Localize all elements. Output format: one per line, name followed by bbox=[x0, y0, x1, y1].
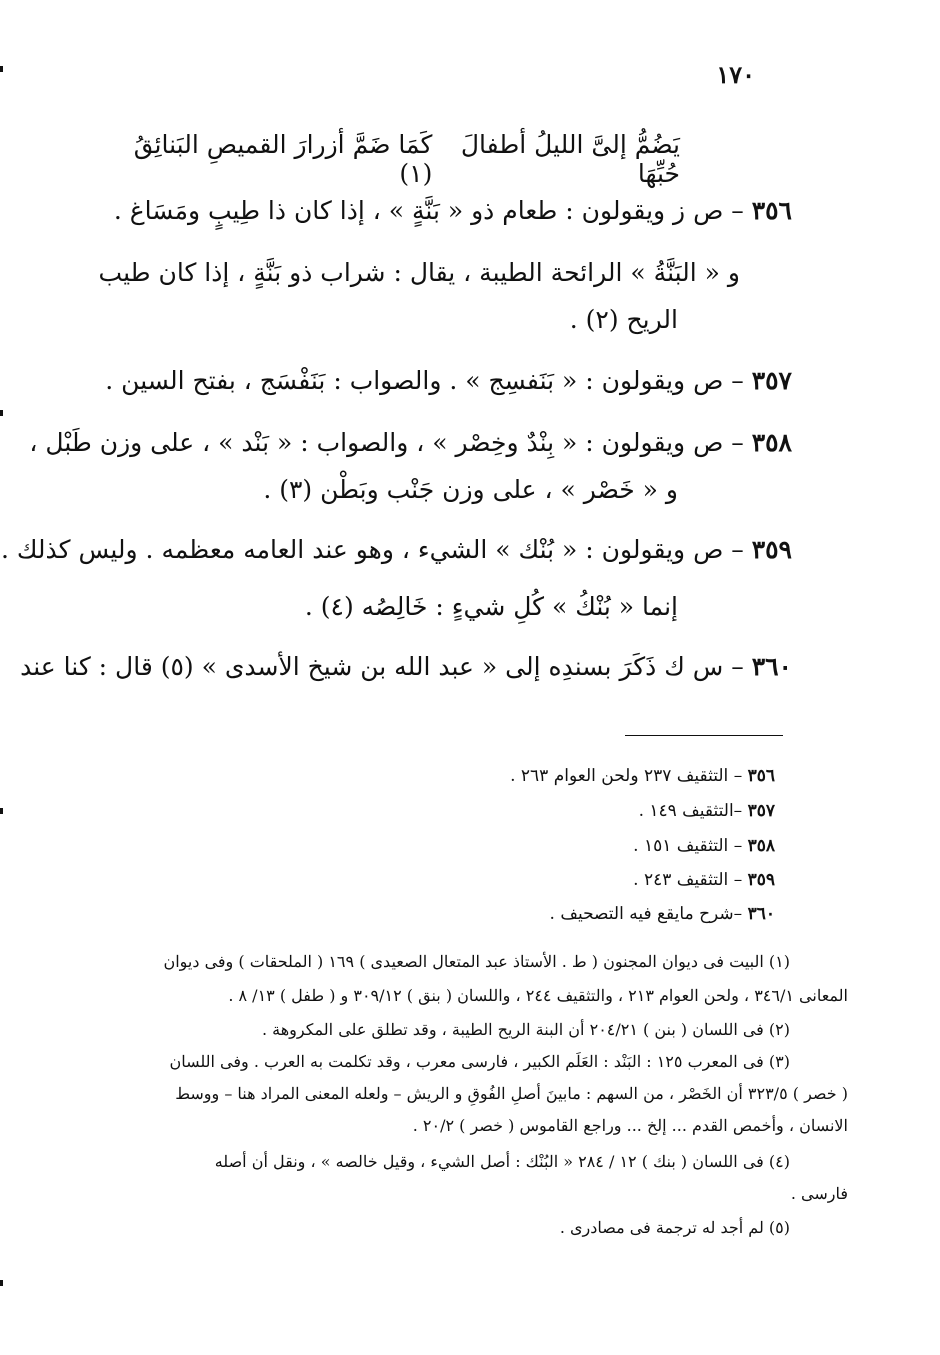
page-number: ١٧٠ bbox=[716, 60, 755, 89]
entry-356-continuation bbox=[92, 305, 678, 334]
entry-number: ٣٦٠ bbox=[751, 652, 792, 681]
source-ref-number: ٣٥٩ bbox=[747, 870, 775, 890]
entry-number: ٣٥٧ bbox=[751, 366, 792, 395]
entry-text: – س ك ذَكَرَ بسندِه إلى « عبد الله بن شيخ الأسدى » (٥) قال : كنا عند bbox=[20, 652, 744, 681]
entry-text: – ص ويقولون : « بَنَفسِج » . والصواب : بَنَفْسَج ، بفتح السين . bbox=[105, 366, 744, 395]
verse-second-hemistich: كَمَا ضَمَّ أزرارَ القميصِ البَنائِقُ (١) bbox=[133, 130, 433, 188]
footnote-3-continuation: الانسان ، وأخمص القدم ... إلخ ... وراجع القاموس ( خصر ) ٢٠/٢ . bbox=[412, 1116, 848, 1135]
source-ref-text: –شرح مايقع فيه التصحيف . bbox=[549, 904, 748, 924]
source-ref bbox=[550, 904, 775, 924]
entry-357-line bbox=[92, 366, 792, 395]
source-ref-text: – التثقيف ٢٣٧ ولحن العوام ٢٦٣ . bbox=[510, 766, 748, 786]
entry-text: و « خَصْر » ، على وزن جَنْب وبَطْن (٣) . bbox=[263, 475, 678, 504]
verse-first-hemistich: يَضُمُّ إلىَّ الليلُ أطفالَ حُبِّهَا bbox=[460, 130, 680, 188]
scan-margin-mark bbox=[0, 1280, 3, 1286]
source-ref bbox=[510, 766, 775, 786]
source-ref-text: – التثقيف ٢٤٣ . bbox=[633, 870, 748, 890]
source-ref bbox=[639, 801, 775, 821]
footnote-4-continuation: فارسى . bbox=[790, 1184, 848, 1203]
entry-356-line bbox=[92, 196, 792, 225]
entry-text: – ص ويقولون : « بِنْدٌ وخِصْر » ، والصواب : « بَنْد » ، على وزن طَبْل ، bbox=[29, 428, 744, 457]
footnote-2: (٢) فى اللسان ( بنن ) ٢٠٤/٢١ أن البنة الريح الطيبة ، وقد تطلق على المكروهة . bbox=[261, 1020, 790, 1039]
entry-360-line bbox=[20, 652, 792, 681]
scan-margin-mark bbox=[0, 410, 3, 416]
source-ref-text: – التثقيف ١٥١ . bbox=[633, 836, 748, 856]
footnote-separator bbox=[625, 735, 783, 736]
source-ref-number: ٣٥٧ bbox=[747, 801, 775, 821]
entry-358-continuation bbox=[92, 475, 678, 504]
footnote-3-continuation: ( خصر ) ٣٢٣/٥ أن الخَصْر ، من السهم : مابينَ أصلِ الفُوقِ و الريش – ولعله المعنى المراد هنا – ووسط bbox=[175, 1084, 848, 1103]
source-ref-number: ٣٦٠ bbox=[747, 904, 775, 924]
source-ref bbox=[633, 870, 775, 890]
poetry-verse bbox=[120, 130, 680, 188]
footnote-1: (١) البيت فى ديوان المجنون ( ط . الأستاذ عبد المتعال الصعيدى ) ١٦٩ ( الملحقات ) وفى ديوان bbox=[163, 952, 790, 971]
entry-359-line bbox=[0, 535, 792, 564]
source-ref-number: ٣٥٦ bbox=[747, 766, 775, 786]
footnote-5: (٥) لم أجد له ترجمة فى مصادرى . bbox=[559, 1218, 790, 1237]
source-ref-text: –التثقيف ١٤٩ . bbox=[638, 801, 748, 821]
entry-number: ٣٥٦ bbox=[751, 196, 792, 225]
entry-text: و « البَنَّةُ » الرائحة الطيبة ، يقال : شراب ذو بَنَّةٍ ، إذا كان طيب bbox=[98, 258, 740, 287]
scan-margin-mark bbox=[0, 66, 3, 72]
entry-number: ٣٥٩ bbox=[751, 535, 792, 564]
entry-359-continuation bbox=[92, 592, 678, 621]
footnote-4: (٤) فى اللسان ( بنك ) ١٢ / ٢٨٤ « البُنْك : أصل الشيء ، وقيل خالصه » ، ونقل أن أصله bbox=[214, 1152, 790, 1171]
entry-text: – ص ويقولون : « بُنْك » الشيء ، وهو عند العامه معظمه . وليس كذلك . bbox=[0, 535, 744, 564]
scan-margin-mark bbox=[0, 808, 3, 814]
footnote-1-continuation: المعانى ٣٤٦/١ ، ولحن العوام ٢١٣ ، والتثقيف ٢٤٤ ، واللسان ( بنق ) ٣٠٩/١٢ و ( طفل ) ١٣/ ٨ . bbox=[228, 986, 848, 1005]
entry-358-line bbox=[29, 428, 792, 457]
entry-text: الريح (٢) . bbox=[569, 305, 678, 334]
entry-text: – ص ز ويقولون : طعام ذو « بَنَّةٍ » ، إذا كان ذا طِيبٍ ومَسَاغ . bbox=[113, 196, 744, 225]
source-ref-number: ٣٥٨ bbox=[747, 836, 775, 856]
entry-356-continuation bbox=[92, 258, 740, 287]
entry-number: ٣٥٨ bbox=[751, 428, 792, 457]
entry-text: إنما « بُنْكُ » كُلِ شيءٍ : خَالِصُه (٤) . bbox=[304, 592, 678, 621]
footnote-3: (٣) فى المعرب ١٢٥ : البَنْد : العَلَم الكبير ، فارسى معرب ، وقد تكلمت به العرب . وفى اللسان bbox=[169, 1052, 790, 1071]
source-ref bbox=[633, 836, 775, 856]
